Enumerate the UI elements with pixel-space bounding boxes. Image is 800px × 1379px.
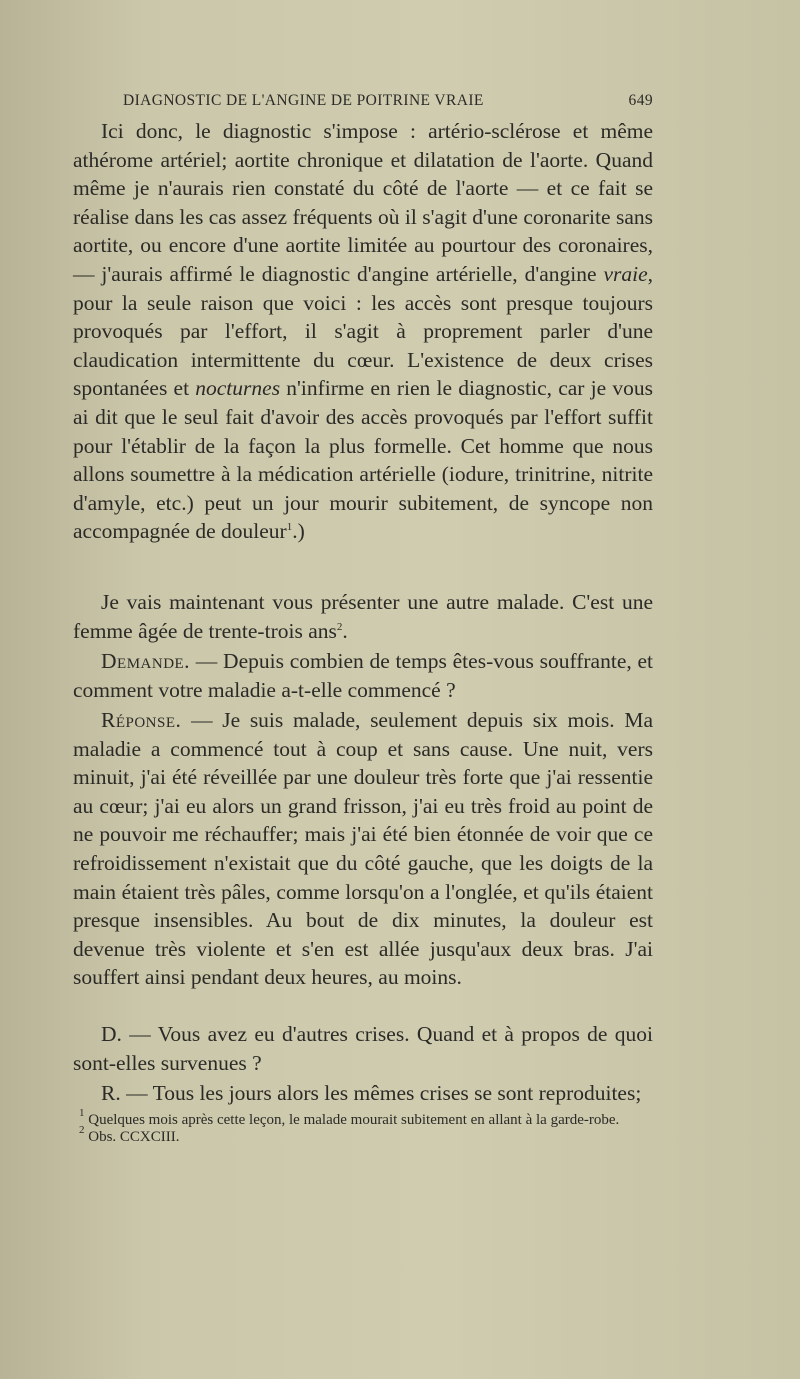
paragraph-text: . (342, 618, 348, 643)
footnote-mark: 1 (79, 1107, 85, 1119)
paragraph-text: D. — Vous avez eu d'autres crises. Quand et à propos de quoi sont-elles survenues ? (73, 1022, 653, 1075)
footnote (73, 1124, 653, 1146)
paragraph-text: Je vais maintenant vous présenter une autre malade. C'est une femme âgée de trente-trois ans (73, 590, 653, 643)
paragraph-text: Ici donc, le diagnostic s'impose : artério-sclérose et même athérome artériel; aortite chronique et dilatation de l'aorte. Quand même je n'aurais rien constaté du côté de l'aorte — et ce fait se réalise dans les cas assez fréquents où il s'agit d'une coronarite sans aortite, ou encore d'une aortite limitée au pourtour des coronaires, — j'aurais affirmé le diagnostic d'angine artérielle, d'angine (73, 119, 653, 286)
page-number: 649 (628, 92, 653, 109)
paragraph-answer (73, 706, 653, 992)
paragraph-text: — Depuis combien de temps êtes-vous souffrante, et comment votre maladie a-t-elle commencé ? (73, 649, 653, 702)
footnote-text: Quelques mois après cette leçon, le malade mourait subitement en allant à la garde-robe. (88, 1112, 620, 1128)
running-title: DIAGNOSTIC DE L'ANGINE DE POITRINE VRAIE (123, 92, 484, 109)
emphasis-vraie: vraie (603, 261, 648, 286)
paragraph-question (73, 647, 653, 704)
footnote-ref-2: 2 (336, 620, 343, 633)
emphasis-nocturnes: nocturnes (195, 376, 281, 401)
footnote-mark: 2 (79, 1124, 85, 1136)
dialogue-label-reponse: Réponse. (101, 708, 182, 732)
paragraph-text: , pour la seule raison que voici : les accès sont presque toujours provoqués par l'effort, il s'agit à proprement parler d'une claudication intermittente du cœur. L'existence de deux crises spontanées et (73, 261, 653, 401)
dialogue-label-demande: Demande. (101, 649, 191, 673)
paragraph-new-patient (73, 588, 653, 645)
footnotes (73, 1107, 653, 1146)
footnote-text: Obs. CCXCIII. (88, 1129, 180, 1145)
paragraph-text: n'infirme en rien le diagnostic, car je vous ai dit que le seul fait d'avoir des accès provoqués par l'effort suffit pour l'établir de la façon la plus formelle. Cet homme que nous allons soumettre à la médication artérielle (iodure, trinitrine, nitrite d'amyle, etc.) peut un jour mourir subitement, de syncope non accompagnée de douleur (73, 376, 653, 544)
paragraph-diagnostic (73, 117, 653, 546)
footnote-ref-1: 1 (286, 521, 293, 534)
paragraph-question-2 (73, 1020, 653, 1077)
footnote (73, 1107, 653, 1129)
paragraph-answer-2 (73, 1079, 653, 1108)
paragraph-text: — Je suis malade, seulement depuis six mois. Ma maladie a commencé tout à coup et sans cause. Une nuit, vers minuit, j'ai été réveillée par une douleur très forte que j'ai ressentie au cœur; j'ai eu alors un grand frisson, j'ai eu très froid au point de ne pouvoir me réchauffer; mais j'ai été bien étonnée de voir que ce refroidissement n'existait que du côté gauche, que les doigts de la main étaient très pâles, comme lorsqu'on a l'onglée, et qu'ils étaient presque insensibles. Au bout de dix minutes, la douleur est devenue très violente et s'en est allée jusqu'aux deux bras. J'ai souffert ainsi pendant deux heures, au moins. (73, 708, 653, 990)
running-header (123, 92, 653, 110)
paragraph-text: .) (292, 519, 305, 544)
paragraph-text: R. — Tous les jours alors les mêmes crises se sont reproduites; (101, 1081, 642, 1105)
